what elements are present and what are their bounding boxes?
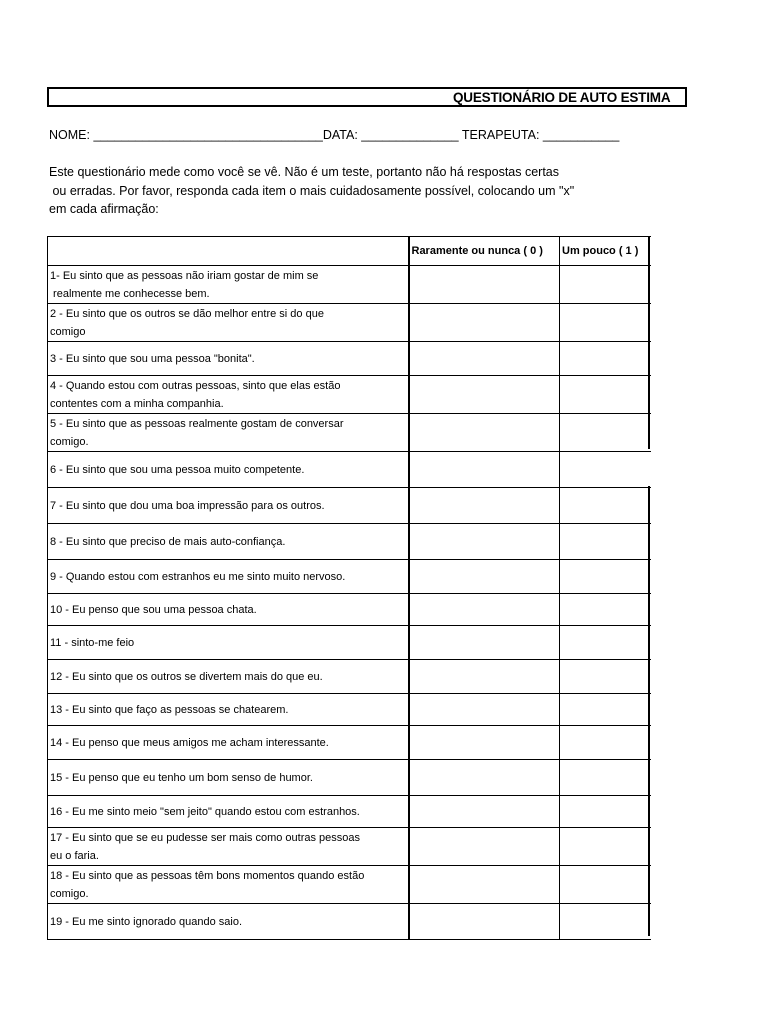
answer-cell-a-little[interactable] [560, 866, 651, 904]
answer-cell-a-little[interactable] [560, 660, 651, 694]
answer-cell-rarely[interactable] [409, 452, 560, 488]
answer-cell-a-little[interactable] [560, 760, 651, 796]
answer-cell-rarely[interactable] [409, 594, 560, 626]
table-right-border [648, 486, 650, 936]
question-line: 19 - Eu me sinto ignorado quando saio. [50, 916, 243, 928]
answer-cell-a-little [560, 452, 651, 488]
table-row [48, 452, 651, 488]
answer-cell-rarely[interactable] [409, 694, 560, 726]
answer-cell-a-little[interactable] [560, 694, 651, 726]
answer-cell-rarely[interactable] [409, 660, 560, 694]
header-empty-cell [48, 237, 409, 266]
table-row [48, 760, 651, 796]
question-line: 2 - Eu sinto que os outros se dão melhor entre si do que [50, 308, 324, 320]
answer-cell-a-little[interactable] [560, 524, 651, 560]
answer-cell-rarely[interactable] [409, 904, 560, 940]
table-row [48, 414, 651, 452]
answer-cell-a-little[interactable] [560, 488, 651, 524]
question-line: 15 - Eu penso que eu tenho um bom senso de humor. [50, 772, 313, 784]
table-row [48, 904, 651, 940]
table-row [48, 660, 651, 694]
question-line: 6 - Eu sinto que sou uma pessoa muito competente. [50, 464, 305, 476]
table-row [48, 488, 651, 524]
title-box [47, 87, 687, 107]
column-header-rarely: Raramente ou nunca ( 0 ) [409, 237, 560, 266]
question-line: comigo [50, 326, 86, 338]
table-row [48, 796, 651, 828]
answer-cell-a-little[interactable] [560, 904, 651, 940]
answer-cell-a-little[interactable] [560, 626, 651, 660]
intro-line: Este questionário mede como você se vê. Não é um teste, portanto não há respostas certas [49, 165, 560, 179]
question-line: 4 - Quando estou com outras pessoas, sinto que elas estão [50, 380, 341, 392]
question-line: realmente me conhecesse bem. [50, 288, 210, 300]
question-line: comigo. [50, 436, 89, 448]
questionnaire-table [47, 236, 651, 940]
answer-cell-a-little[interactable] [560, 376, 651, 414]
question-line: 14 - Eu penso que meus amigos me acham interessante. [50, 737, 329, 749]
question-text-cell [48, 376, 409, 414]
question-line: eu o faria. [50, 850, 99, 862]
question-line: 12 - Eu sinto que os outros se divertem mais do que eu. [50, 671, 323, 683]
column-header-a-little: Um pouco ( 1 ) [560, 237, 651, 266]
answer-cell-rarely[interactable] [409, 342, 560, 376]
table-row [48, 304, 651, 342]
question-line: 11 - sinto-me feio [50, 637, 135, 649]
questionnaire-title: QUESTIONÁRIO DE AUTO ESTIMA [453, 90, 671, 105]
question-line: comigo. [50, 888, 89, 900]
question-line: 18 - Eu sinto que as pessoas têm bons momentos quando estão [50, 870, 365, 882]
table-row [48, 626, 651, 660]
question-text-cell [48, 904, 409, 940]
table-row [48, 266, 651, 304]
table-row [48, 560, 651, 594]
question-text-cell [48, 866, 409, 904]
question-text-cell [48, 266, 409, 304]
table-row [48, 524, 651, 560]
question-line: 9 - Quando estou com estranhos eu me sinto muito nervoso. [50, 571, 346, 583]
question-text-cell [48, 626, 409, 660]
question-text-cell [48, 560, 409, 594]
question-line: 10 - Eu penso que sou uma pessoa chata. [50, 604, 257, 616]
table-row [48, 342, 651, 376]
question-line: 7 - Eu sinto que dou uma boa impressão para os outros. [50, 500, 325, 512]
table-row [48, 594, 651, 626]
intro-text [49, 163, 574, 219]
answer-cell-a-little[interactable] [560, 560, 651, 594]
answer-cell-rarely[interactable] [409, 488, 560, 524]
intro-line: em cada afirmação: [49, 202, 159, 216]
answer-cell-a-little[interactable] [560, 796, 651, 828]
answer-cell-a-little[interactable] [560, 304, 651, 342]
answer-cell-rarely[interactable] [409, 304, 560, 342]
question-text-cell [48, 694, 409, 726]
answer-cell-rarely[interactable] [409, 866, 560, 904]
answer-cell-rarely[interactable] [409, 760, 560, 796]
answer-cell-a-little[interactable] [560, 266, 651, 304]
table-right-border [648, 236, 650, 449]
question-text-cell [48, 524, 409, 560]
answer-cell-a-little[interactable] [560, 594, 651, 626]
question-line: 5 - Eu sinto que as pessoas realmente gostam de conversar [50, 418, 344, 430]
table-row [48, 694, 651, 726]
answer-cell-rarely[interactable] [409, 828, 560, 866]
question-line: 1- Eu sinto que as pessoas não iriam gostar de mim se [50, 270, 319, 282]
table-row [48, 726, 651, 760]
table-row [48, 376, 651, 414]
question-text-cell [48, 342, 409, 376]
table-row [48, 828, 651, 866]
question-text-cell [48, 760, 409, 796]
answer-cell-rarely[interactable] [409, 726, 560, 760]
question-text-cell [48, 304, 409, 342]
header-fields-line: NOME: _________________________________DATA: ______________ TERAPEUTA: ___________ [49, 128, 620, 142]
answer-cell-a-little[interactable] [560, 342, 651, 376]
table-header-row [48, 237, 651, 266]
question-line: 3 - Eu sinto que sou uma pessoa "bonita". [50, 353, 255, 365]
question-text-cell [48, 414, 409, 452]
intro-line: ou erradas. Por favor, responda cada item o mais cuidadosamente possível, colocando um "x" [49, 183, 575, 198]
answer-cell-rarely[interactable] [409, 414, 560, 452]
answer-cell-rarely[interactable] [409, 626, 560, 660]
answer-cell-rarely[interactable] [409, 560, 560, 594]
question-text-cell [48, 828, 409, 866]
answer-cell-a-little[interactable] [560, 414, 651, 452]
answer-cell-rarely[interactable] [409, 266, 560, 304]
question-line: 13 - Eu sinto que faço as pessoas se chatearem. [50, 704, 289, 716]
question-text-cell [48, 488, 409, 524]
answer-cell-rarely[interactable] [409, 524, 560, 560]
answer-cell-a-little[interactable] [560, 726, 651, 760]
answer-cell-rarely[interactable] [409, 796, 560, 828]
question-line: 16 - Eu me sinto meio "sem jeito" quando estou com estranhos. [50, 806, 360, 818]
answer-cell-a-little[interactable] [560, 828, 651, 866]
question-line: contentes com a minha companhia. [50, 398, 224, 410]
table-row [48, 866, 651, 904]
question-line: 17 - Eu sinto que se eu pudesse ser mais como outras pessoas [50, 832, 361, 844]
question-text-cell [48, 660, 409, 694]
question-line: 8 - Eu sinto que preciso de mais auto-confiança. [50, 536, 286, 548]
question-text-cell [48, 796, 409, 828]
answer-cell-rarely[interactable] [409, 376, 560, 414]
question-text-cell [48, 594, 409, 626]
question-text-cell [48, 726, 409, 760]
question-text-cell [48, 452, 409, 488]
